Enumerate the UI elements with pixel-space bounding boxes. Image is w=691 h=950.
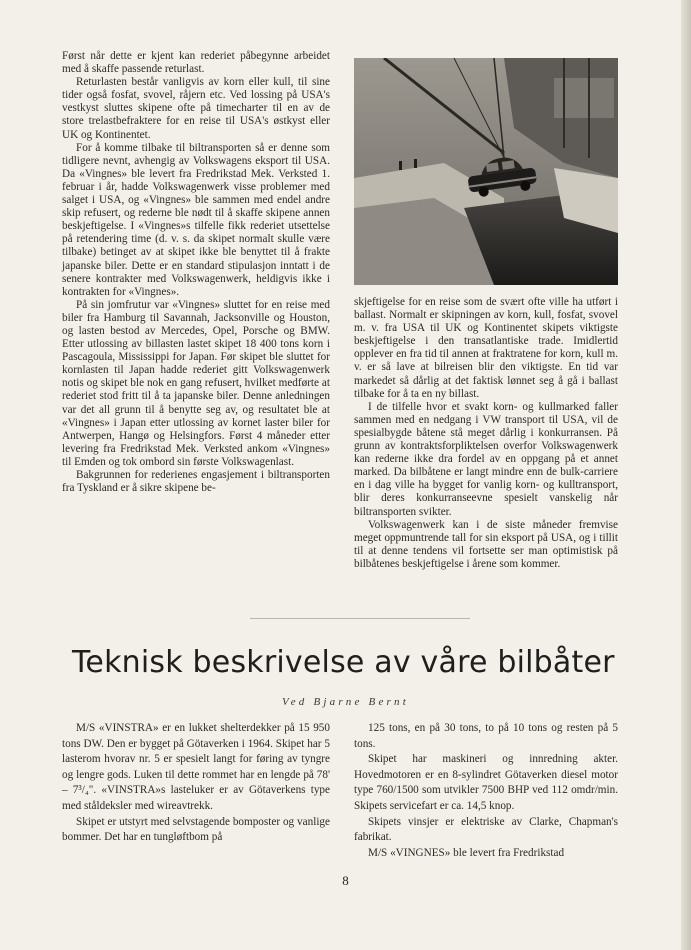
- paragraph: Først når dette er kjent kan rederiet påbegynne arbeidet med å skaffe passende returlast.: [62, 50, 330, 76]
- paragraph: I de tilfelle hvor et svakt korn- og kullmarked faller sammen med en nedgang i VW transport til USA, vil de spesialbygde båtene stå meget dårlig i konkurransen. På grunn av kontraktsforpliktelsen overfor Volkswagenwerk kan rederne ikke dra fordel av en oppgang på et annet marked. Da bilbåtene er langt mindre enn de bulk-carriere en i dag ville ha bygget for vanlig korn- og kulltransport, blir deres konkurranseevne spesielt vanskelig når biltransporten svikter.: [354, 400, 618, 518]
- ship-loading-car-photo: [354, 58, 618, 285]
- paragraph: skjeftigelse for en reise som de svært ofte ville ha utført i ballast. Normalt er skipningen av korn, kull, fosfat, svovel m. v. fra USA til UK og Kontinentet skipets viktigste beskjeftigelse i den transatlantiske trade. Imidlertid opplever en fra tid til annen at fraktratene for korn, kull m. v. er så lave at bilreisen blir den viktigste. En tid var markedet så dårlig at det faktisk lønnet seg å gå i ballast tilbake for å ta en ny billast.: [354, 296, 618, 400]
- paragraph: M/S «VINSTRA» er en lukket shelterdekker på 15 950 tons DW. Den er bygget på Götaverken i 1964. Skipet har 5 lasterom hvorav nr. 5 er spesielt langt for føring av tyngre og lengre gods. Luken til dette rommet har en lengde på 78' – 7³/₄". «VINSTRA»s lasteluker er av Götaverkens type med ståldeksler med wireavtrekk.: [62, 722, 330, 812]
- paragraph: Bakgrunnen for rederienes engasjement i biltransporten fra Tyskland er å sikre skipene be-: [62, 469, 330, 495]
- paragraph: For å komme tilbake til biltransporten så er denne som tidligere nevnt, avhengig av Volkswagens eksport til USA. Da «Vingnes» ble levert fra Fredrikstad Mek. Verksted 1. februar i år, hadde Volkswagenwerk visse problemer med salget i USA, og «Vingnes» ble sammen med endel andre skip refusert, og rederne ble nødt til å skaffe skipene annen beskjeftigelse. I «Vingnes»s tilfelle fikk rederiet utsettelse på retendering time (d. v. s. da skipet normalt skulle være tilbake) betinget av at skipet ikke ble benyttet til å frakte japanske biler. Dette er en standard stipulasjon inntatt i de senere kontrakter med Volkswagenwerk, heldigvis ikke i kontrakten for «Vingnes».: [62, 141, 330, 298]
- paragraph: 125 tons, en på 30 tons, to på 10 tons og resten på 5 tons.: [354, 722, 618, 750]
- page-spine-shadow: [681, 0, 691, 950]
- tech-left-column: [62, 721, 330, 846]
- paragraph: Volkswagenwerk kan i de siste måneder fremvise meget oppmuntrende tall for sin eksport på USA, og i tillit til at denne tendens vil fortsette ser man optimistisk på bilbåtenes beskjeftigelse i årene som kommer.: [354, 518, 618, 570]
- paragraph: Skipets vinsjer er elektriske av Clarke, Chapman's fabrikat.: [354, 815, 618, 844]
- section-divider: [250, 618, 470, 619]
- article-right-column: [354, 296, 618, 571]
- paragraph: Skipet er utstyrt med selvstagende bomposter og vanlige bommer. Det har en tungløftbom på: [62, 815, 330, 844]
- article-left-column: [62, 50, 330, 495]
- tech-right-column: [354, 721, 618, 861]
- paragraph: Skipet har maskineri og innredning akter. Hovedmotoren er en 8-sylindret Götaverken diesel motor type 760/1500 som utvikler 7500 BHP ved 112 omdr/min. Skipets servicefart er ca. 14,5 knop.: [354, 753, 618, 812]
- byline: Ved Bjarne Bernt: [282, 696, 409, 708]
- paragraph: Returlasten består vanligvis av korn eller kull, til sine tider også fosfat, svovel, råjern etc. Ved lossing på USA's vestkyst sluttes skipene ofte på timecharter til en av de store trelastbefraktere for en reise til USA's østkyst eller UK og Kontinentet.: [62, 76, 330, 141]
- section-title: Teknisk beskrivelse av våre bilbåter: [72, 645, 615, 680]
- paragraph: På sin jomfrutur var «Vingnes» sluttet for en reise med biler fra Hamburg til Savannah, Jacksonville og Houston, og lasten bestod av Mercedes, Opel, Porsche og BMW. Etter utlossing av billasten lastet skipet 18 400 tons korn i Pascagoula, Mississippi for Japan. Før skipet ble sluttet for kornlasten til Japan hadde rederiet gitt Volkswagenwerk notis og skipet ble nok en gang refusert, hvilket medførte at rederiet stod fritt til å ta japanske biler. Denne anledningen var det all grunn til å benytte seg av, og resultatet ble at «Vingnes» i Japan etter utlossing av kornet laster biler for Antwerpen, Hangø og Helsingfors. Først 4 måneder etter levering fra Fredrikstad Mek. Verksted ankom «Vingnes» til Emden og tok ombord sin første Volkswagenlast.: [62, 298, 330, 468]
- page-number: 8: [342, 873, 349, 888]
- paragraph: M/S «VINGNES» ble levert fra Fredrikstad: [368, 846, 565, 859]
